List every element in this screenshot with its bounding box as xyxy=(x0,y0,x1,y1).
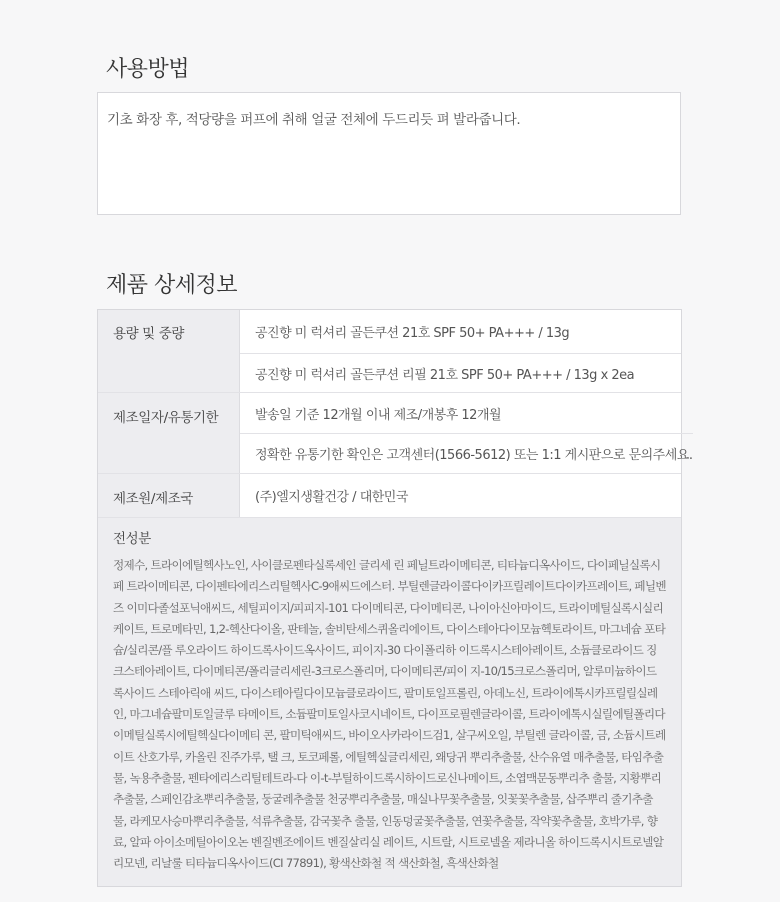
row-label: 용량 및 중량 xyxy=(98,310,240,392)
ingredients-section xyxy=(98,518,681,886)
table-row-volume xyxy=(98,310,681,393)
row-label: 제조원/제조국 xyxy=(98,474,240,517)
ingredients-text: 정제수, 트라이에틸헥사노인, 사이클로펜타실록세인 글리세 린 페닐트라이메티콘, 티타늄디옥사이드, 다이페닐실록시페 트라이메티콘, 다이펜타에리스리틸헥사C-9애씨드에스터. 부틸렌글라이콜다이카프릴레이트다이카프레이트, 페닐벤즈 이미다졸설포닉애씨드, 세틸피이지/피피지-101 다이메티콘, 다이메티콘, 나이아신아마이드, 트라이메틸실록시실리케이트, 트로메타민, 1,2-헥산다이올, 판테놀, 솔비탄세스퀴올리에이트, 다이스테아다이모늄헥토라이트, 마그네슘 포타슘/실리콘/플 루오라이드 하이드록사이드옥사이드, 피이지-30 다이폴리하 이드록시스테아레이트, 소듐클로라이드 징크스테아레이트, 다이메티콘/폴리글리세린-3크로스폴리머, 다이메티콘/피이 지-10/15크로스폴리머, 알루미늄하이드록사이드 스테아릭애 씨드, 다이스테아릴다이모늄클로라이드, 팔미토일프롤린, 아데노신, 트라이에톡시카프릴릴실레인, 마그네슘팔미토일글루 타메이트, 소듐팔미토일사코시네이트, 다이프로필렌글라이콜, 트라이에톡시실릴에틸폴리다이메틸실록시에틸헥실다이메티 콘, 팔미틱애씨드, 바이오사카라이드검1, 살구씨오일, 부틸렌 글라이콜, 금, 소듐시트레이트 산호가루, 카올린 진주가루, 탤 크, 토코페롤, 에틸헥실글리세린, 왜당귀 뿌리추출물, 산수유열 매추출물, 타임추출물, 녹용추출물, 펜타에리스리틸테트라-다 이-t-부틸하이드록시하이드로신나메이트, 소엽맥문동뿌리추 출물, 지황뿌리추출물, 스페인감초뿌리추출물, 둥굴레추출물 천궁뿌리추출물, 매실나무꽃추출물, 잇꽃꽃추출물, 삽주뿌리 줄기추출물, 라케모사승마뿌리추출물, 석류추출물, 감국꽃추 출물, 인동덩굴꽃추출물, 연꽃추출물, 작약꽃추출물, 호박가루, 향료, 알파 아이소메틸아이오논 벤질벤조에이트 벤질살리실 레이트, 시트랄, 시트로넬올 제라니올 하이드록시시트로넬알 리모넨, 리날룰 티타늄디옥사이드(CI 77891), 황색산화철 적 색산화철, 흑색산화철 xyxy=(113,558,666,871)
details-section-title: 제품 상세정보 xyxy=(106,273,238,298)
usage-section-title: 사용방법 xyxy=(106,57,190,82)
value-cell: 공진향 미 럭셔리 골든쿠션 리필 21호 SPF 50+ PA+++ / 13g x 2ea xyxy=(240,353,681,392)
usage-text: 기초 화장 후, 적당량을 퍼프에 취해 얼굴 전체에 두드리듯 펴 발라줍니다. xyxy=(107,112,521,128)
ingredients-title: 전성분 xyxy=(113,531,151,547)
table-row-manufacturer xyxy=(98,474,681,518)
row-values xyxy=(240,474,681,517)
value-cell: 발송일 기준 12개월 이내 제조/개봉후 12개월 xyxy=(255,407,502,423)
row-values xyxy=(240,310,681,392)
row-values xyxy=(240,393,693,473)
table-row-expiry xyxy=(98,393,693,474)
usage-box xyxy=(97,92,681,215)
value-cell: 정확한 유통기한 확인은 고객센터(1566-5612) 또는 1:1 게시판으로 문의주세요. xyxy=(240,433,693,473)
row-label: 제조일자/유통기한 xyxy=(98,393,240,473)
value-cell: 공진향 미 럭셔리 골든쿠션 21호 SPF 50+ PA+++ / 13g xyxy=(255,326,570,341)
product-detail-table xyxy=(97,309,693,887)
value-cell: (주)엘지생활건강 / 대한민국 xyxy=(255,490,408,505)
